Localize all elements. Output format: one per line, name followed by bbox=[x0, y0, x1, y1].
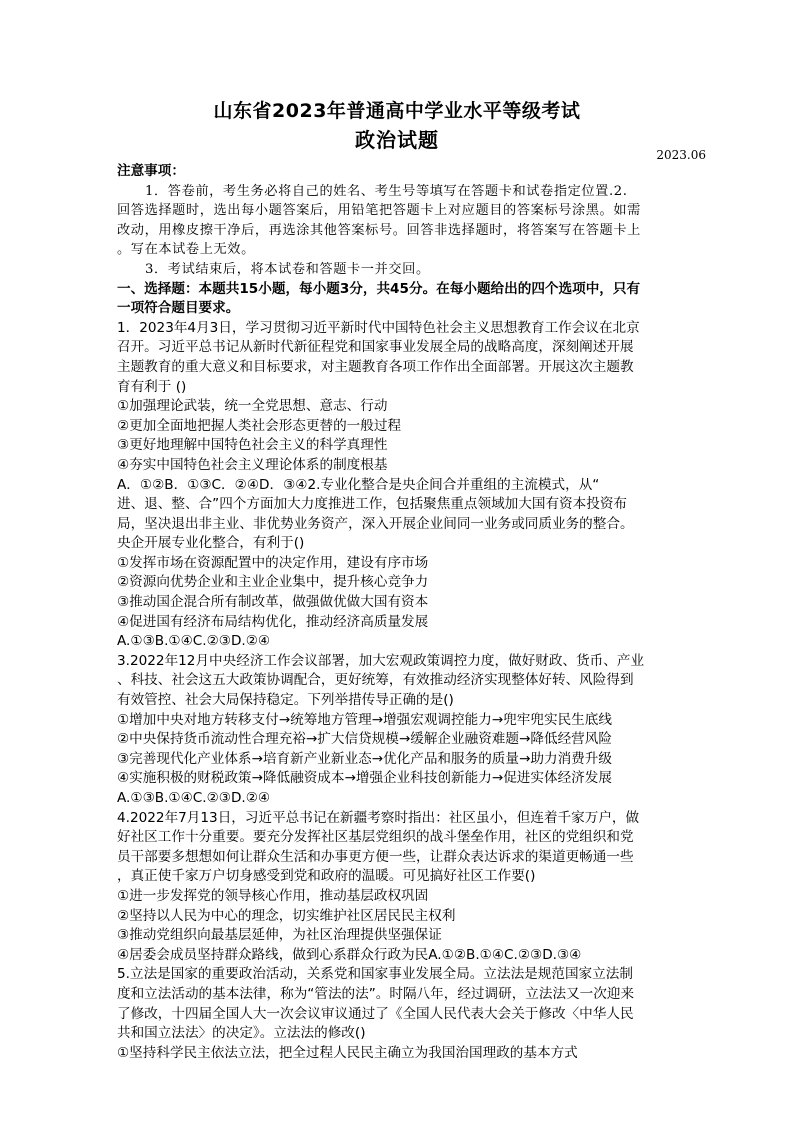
notes-line: 。写在本试卷上无效。 bbox=[117, 242, 255, 258]
exam-body bbox=[117, 162, 677, 1063]
question-2-option: ③推动国企混合所有制改革，做强做优做大国有资本 bbox=[117, 594, 429, 611]
question-5-line: 了修改，十四届全国人大一次会议审议通过了《全国人民代表大会关于修改〈中华人民 bbox=[117, 1005, 634, 1022]
section-heading: 一项符合题目要求。 bbox=[117, 300, 240, 317]
question-2-option: ④促进国有经济布局结构优化，推动经济高质量发展 bbox=[117, 613, 429, 630]
question-1-line: 育有利于 () bbox=[117, 378, 187, 395]
question-2-answers: A.①③B.①④C.②③D.②④ bbox=[117, 633, 271, 650]
question-1-option: ④夯实中国特色社会主义理论体系的制度根基 bbox=[117, 456, 388, 473]
question-4-option: ④居委会成员坚持群众路线，做到心系群众行政为民A.①②B.①④C.②③D.③④ bbox=[117, 946, 582, 963]
notes-heading: 注意事项： bbox=[117, 163, 185, 179]
exam-date: 2023.06 bbox=[656, 148, 706, 162]
question-4-option: ②坚持以人民为中心的理念，切实维护社区居民民主权利 bbox=[117, 907, 456, 924]
question-4-option: ①进一步发挥党的领导核心作用，推动基层政权巩固 bbox=[117, 887, 429, 904]
question-1-option: ②更加全面地把握人类社会形态更替的一般过程 bbox=[117, 417, 402, 434]
notes-line: 3．考试结束后，将本试卷和答题卡一并交回。 bbox=[145, 261, 430, 277]
question-2-line: A．①②B．①③C．②④D．③④2.专业化整合是央企间合并重组的主流模式，从“ bbox=[117, 476, 600, 493]
notes-line: 改动，用橡皮擦干净后，再选涂其他答案标号。回答非选择题时，将答案写在答题卡上 bbox=[117, 222, 641, 238]
question-5-line: 5.立法是国家的重要政治活动，关系党和国家事业发展全局。立法法是规范国家立法制 bbox=[117, 966, 633, 983]
question-2-line: 央企开展专业化整合，有利于() bbox=[117, 535, 305, 552]
section-heading: 一、选择题：本题共15小题，每小题3分，共45分。在每小题给出的四个选项中，只有 bbox=[117, 280, 641, 297]
question-2-option: ②资源向优势企业和主业企业集中，提升核心竞争力 bbox=[117, 574, 429, 591]
question-5-line: 度和立法活动的基本法律，称为“管法的法”。时隔八年，经过调研，立法法又一次迎来 bbox=[117, 985, 635, 1002]
question-3-line: 有效管控、社会大局保持稳定。下列举措传导正确的是() bbox=[117, 692, 454, 709]
question-5-option: ①坚持科学民主依法立法，把全过程人民民主确立为我国治国理政的基本方式 bbox=[117, 1044, 578, 1061]
question-2-option: ①发挥市场在资源配置中的决定作用，建设有序市场 bbox=[117, 554, 429, 571]
question-4-line: 好社区工作十分重要。要充分发挥社区基层党组织的战斗堡垒作用，社区的党组织和党 bbox=[117, 829, 634, 846]
notes-line: 1．答卷前，考生务必将自己的姓名、考生号等填写在答题卡和试卷指定位置.2. bbox=[145, 183, 628, 199]
question-3-option: ④实施积极的财税政策→降低融资成本→增强企业科技创新能力→促进实体经济发展 bbox=[117, 770, 612, 787]
question-3-line: 3.2022年12月中央经济工作会议部署，加大宏观政策调控力度，做好财政、货币、产业 bbox=[117, 652, 645, 669]
question-3-option: ①增加中央对地方转移支付→统筹地方管理→增强宏观调控能力→兜牢兜实民生底线 bbox=[117, 711, 612, 728]
question-1-option: ③更好地理解中国特色社会主义的科学真理性 bbox=[117, 437, 388, 454]
question-3-option: ③完善现代化产业体系→培育新产业新业态→优化产品和服务的质量→助力消费升级 bbox=[117, 750, 612, 767]
exam-subject-title: 政治试题 bbox=[355, 128, 439, 152]
question-3-answers: A.①③B.①④C.②③D.②④ bbox=[117, 790, 271, 806]
question-2-line: 进、退、整、合”四个方面加大力度推进工作，包括聚焦重点领域加大国有资本投资布 bbox=[117, 496, 628, 513]
exam-title: 山东省2023年普通高中学业水平等级考试 bbox=[213, 100, 581, 122]
question-1-line: 召开。习近平总书记从新时代新征程党和国家事业发展全局的战略高度，深刻阐述开展 bbox=[117, 339, 634, 356]
question-1-option: ①加强理论武装，统一全党思想、意志、行动 bbox=[117, 398, 388, 415]
question-4-line: ，真正使千家万户切身感受到党和政府的温暖。可见搞好社区工作要() bbox=[117, 868, 536, 885]
question-2-line: 局，坚决退出非主业、非优势业务资产，深入开展企业间同一业务或同质业务的整合。 bbox=[117, 515, 634, 532]
question-4-option: ③推动党组织向最基层延伸，为社区治理提供坚强保证 bbox=[117, 927, 442, 944]
question-1-line: 1．2023年4月3日，学习贯彻习近平新时代中国特色社会主义思想教育工作会议在北京 bbox=[117, 319, 640, 336]
question-5-line: 共和国立法法〉的决定》。立法法的修改() bbox=[117, 1025, 366, 1042]
question-3-option: ②中央保持货币流动性合理充裕→扩大信贷规模→缓解企业融资难题→降低经营风险 bbox=[117, 731, 612, 748]
question-1-line: 主题教育的重大意义和目标要求，对主题教育各项工作作出全面部署。开展这次主题教 bbox=[117, 358, 634, 375]
notes-line: 回答选择题时，选出每小题答案后，用铅笔把答题卡上对应题目的答案标号涂黑。如需 bbox=[117, 203, 641, 219]
question-4-line: 员干部要多想想如何让群众生活和办事更方便一些，让群众表达诉求的渠道更畅通一些 bbox=[117, 848, 634, 865]
question-3-line: 、科技、社会这五大政策协调配合，更好统筹，有效推动经济实现整体好转、风险得到 bbox=[117, 672, 634, 689]
question-4-line: 4.2022年7月13日，习近平总书记在新疆考察时指出：社区虽小，但连着千家万户，做 bbox=[117, 809, 640, 826]
